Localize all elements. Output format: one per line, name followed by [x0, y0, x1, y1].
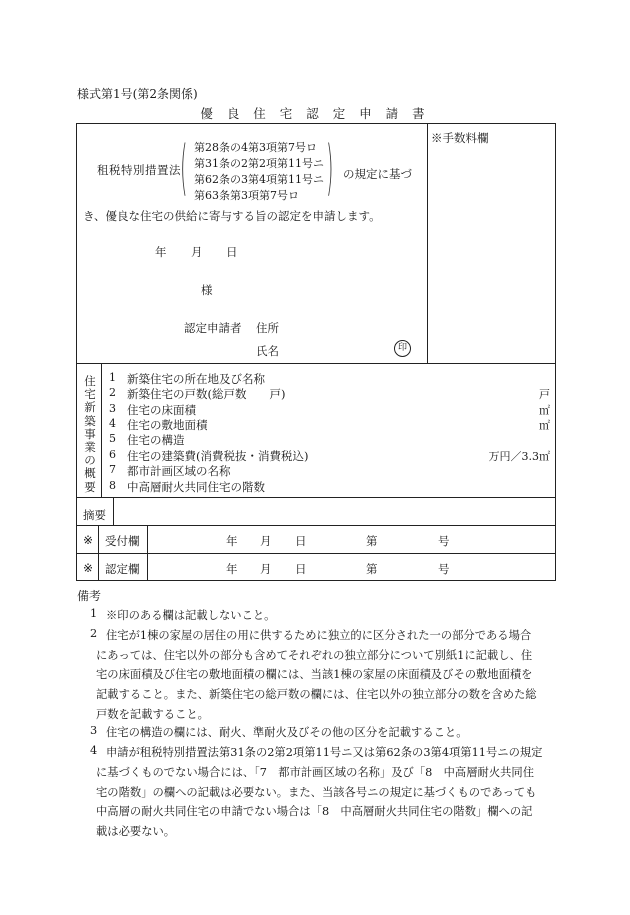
- article-reference: 第63条第3項第7号ロ: [194, 189, 299, 202]
- project-item-number: 2: [109, 386, 116, 399]
- project-item-number: 4: [109, 417, 116, 430]
- project-item-label: 住宅の敷地面積: [127, 418, 208, 432]
- number-suffix: 号: [438, 562, 450, 576]
- summary-divider: [113, 497, 114, 525]
- name-label: 氏名: [256, 344, 279, 358]
- asterisk-mark: ※: [83, 561, 94, 575]
- article-reference: 第62条の3第4項第11号ニ: [194, 173, 324, 186]
- project-item-number: 1: [109, 371, 116, 384]
- year-label: 年: [226, 562, 238, 576]
- right-bracket: ): [326, 133, 334, 203]
- row-divider: [76, 553, 556, 554]
- project-item-label: 新築住宅の所在地及び名称: [127, 372, 265, 386]
- project-item-label: 住宅の床面積: [127, 403, 196, 417]
- row-divider: [76, 497, 556, 498]
- article-reference: 第28条の4第3項第7号ロ: [194, 141, 317, 154]
- reception-label: 受付欄: [105, 534, 140, 548]
- unit-label: 万円／3.3㎡: [488, 450, 550, 463]
- note-number: 4: [90, 744, 98, 757]
- seal-mark: 印: [394, 340, 411, 357]
- note-line: 載は必要ない。: [96, 825, 176, 838]
- application-form-table: [76, 123, 556, 581]
- project-item-label: 新築住宅の戸数(総戸数 戸): [127, 387, 286, 401]
- note-line: に基づくものでない場合には、「7 都市計画区域の名称」及び「8 中高層耐火共同住: [96, 766, 535, 779]
- project-heading: 住宅新築事業の概要: [84, 374, 96, 494]
- day-label: 日: [295, 534, 307, 548]
- day-label: 日: [295, 562, 307, 576]
- unit-label: ㎡: [539, 419, 550, 432]
- note-line: 記載すること。また、新築住宅の総戸数の欄には、住宅以外の独立部分の数を含めた総: [96, 688, 537, 701]
- date-month-label: 月: [191, 245, 203, 259]
- form-number: 様式第1号(第2条関係): [77, 87, 198, 101]
- month-label: 月: [260, 562, 272, 576]
- note-line: にあっては、住宅以外の部分も含めてそれぞれの独立部分について別紙1に記載し、住: [96, 649, 533, 662]
- certification-label: 認定欄: [105, 562, 140, 576]
- number-prefix: 第: [366, 562, 378, 576]
- note-line: 宅の床面積及び住宅の敷地面積の欄には、当該1棟の家屋の床面積及びその敷地面積を: [96, 668, 533, 681]
- row-divider: [76, 363, 556, 364]
- note-line: ※印のある欄は記載しないこと。: [106, 609, 276, 622]
- project-item-label: 住宅の構造: [127, 433, 185, 447]
- asterisk-mark: ※: [83, 533, 94, 547]
- note-line: 戸数を記載すること。: [96, 708, 209, 721]
- applicant-label: 認定申請者: [184, 321, 242, 335]
- date-day-label: 日: [226, 245, 238, 259]
- note-line: 中高層の耐火共同住宅の申請でない場合は「8 中高層耐火共同住宅の階数」欄への記: [96, 805, 533, 818]
- note-number: 1: [90, 607, 98, 620]
- month-label: 月: [260, 534, 272, 548]
- project-item-label: 中高層耐火共同住宅の階数: [127, 480, 265, 494]
- project-item-label: 都市計画区域の名称: [127, 464, 231, 478]
- row-divider: [76, 525, 556, 526]
- note-number: 3: [90, 724, 98, 737]
- law-name: 租税特別措置法: [97, 163, 181, 177]
- notes-heading: 備考: [77, 589, 102, 603]
- left-bracket: (: [180, 133, 188, 203]
- address-label: 住所: [256, 321, 279, 335]
- note-line: 宅の階数」の欄への記載は必要ない。また、当該各号ニの規定に基づくものであっても: [96, 786, 537, 799]
- project-item-number: 8: [109, 479, 116, 492]
- law-suffix: の規定に基づ: [343, 167, 412, 181]
- unit-label: ㎡: [539, 404, 550, 417]
- note-line: 申請が租税特別措置法第31条の2第2項第11号ニ又は第62条の3第4項第11号ニの規定: [106, 746, 543, 759]
- fee-column-divider: [427, 123, 428, 363]
- project-heading-divider: [101, 363, 102, 497]
- number-prefix: 第: [366, 534, 378, 548]
- note-number: 2: [90, 627, 98, 640]
- note-line: 住宅の構造の欄には、耐火、準耐火及びその他の区分を記載すること。: [106, 726, 468, 739]
- year-label: 年: [226, 534, 238, 548]
- addressee-honorific: 様: [201, 283, 213, 297]
- article-reference: 第31条の2第2項第11号ニ: [194, 157, 324, 170]
- summary-label: 摘要: [83, 508, 106, 522]
- project-item-number: 7: [109, 463, 116, 476]
- form-title: 優 良 住 宅 認 定 申 請 書: [200, 106, 430, 121]
- project-item-label: 住宅の建築費(消費税抜・消費税込): [127, 449, 309, 463]
- project-item-number: 5: [109, 432, 116, 445]
- project-item-number: 3: [109, 402, 116, 415]
- fee-field-label: ※手数料欄: [431, 131, 489, 145]
- note-line: 住宅が1棟の家屋の居住の用に供するために独立的に区分された一の部分である場合: [106, 629, 532, 642]
- number-suffix: 号: [438, 534, 450, 548]
- project-item-number: 6: [109, 448, 116, 461]
- date-year-label: 年: [155, 245, 167, 259]
- unit-label: 戸: [539, 388, 550, 401]
- application-statement: き、優良な住宅の供給に寄与する旨の認定を申請します。: [83, 209, 381, 223]
